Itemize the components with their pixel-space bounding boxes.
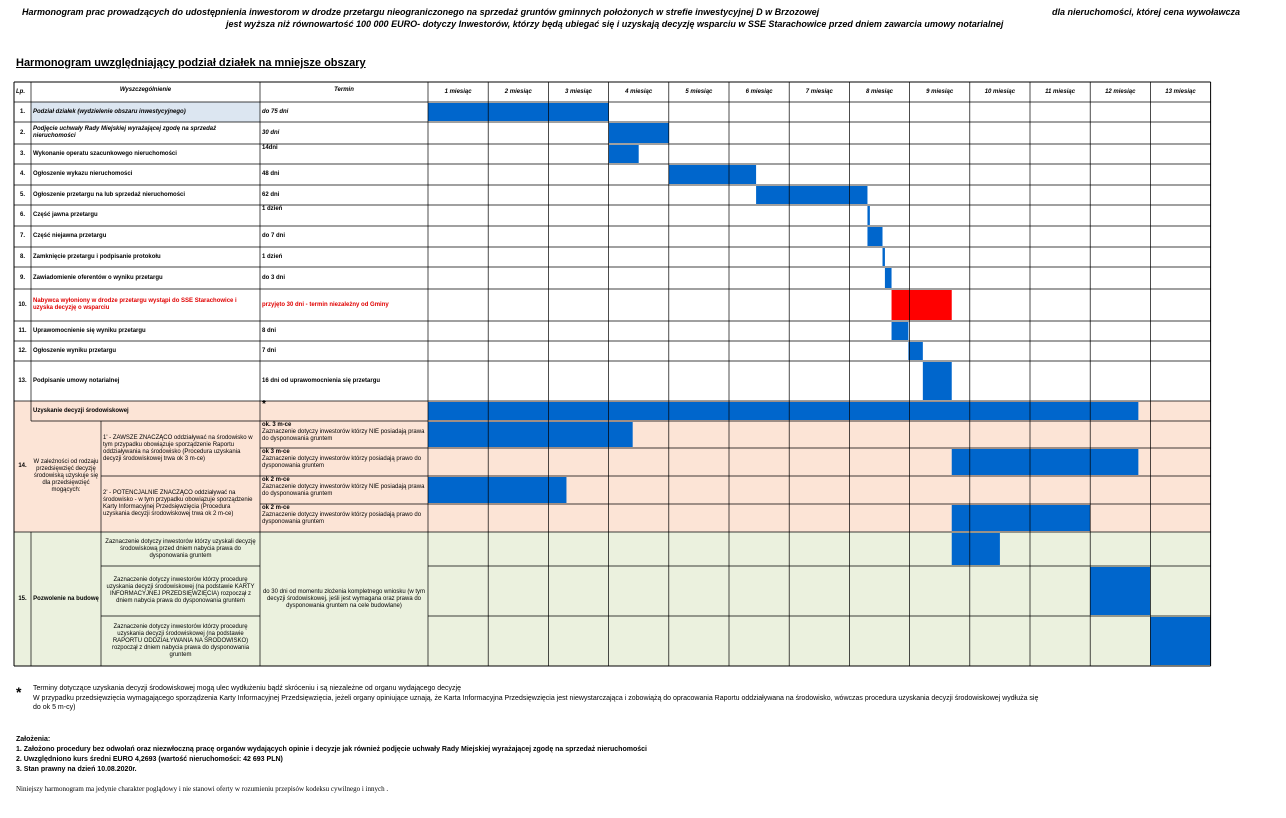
row-15-sub-2: Zaznaczenie dotyczy inwestorów którzy procedurę uzyskania decyzji środowiskowej (na podstawie KARTY INFORMACYJNEJ PRZEDSIĘWZIĘCIA) rozpoczął z dniem nabycia prawa do dysponowania gruntem — [106, 577, 255, 604]
assumptions-title: Założenia: — [16, 736, 51, 743]
row-14-term-note-2: Zaznaczenie dotyczy inwestorów którzy posiadają prawo do dysponowania gruntem — [262, 456, 422, 469]
footnote-star: * — [16, 684, 22, 700]
month-header-4: 4 miesiąc — [625, 89, 653, 95]
row-15-lp: 15. — [18, 595, 27, 602]
row-4-lp: 4. — [19, 171, 25, 177]
month-header-11: 11 miesiąc — [1045, 89, 1076, 95]
row-13-task: Podpisanie umowy notarialnej — [33, 377, 120, 384]
row-9-task: Zawiadomienie oferentów o wyniku przetargu — [33, 274, 163, 281]
month-header-9: 9 miesiąc — [926, 89, 954, 95]
row-14-left-text: W zależności od rodzaju przedsięwzięć decyzję środowiską uzyskuje się dla przedsięwzięć mogących: — [33, 459, 99, 493]
column-header-task: Wyszczególnienie — [119, 87, 172, 93]
gantt-bar-1 — [428, 103, 609, 121]
header-line-2: jest wyższa niż równowartość 100 000 EURO- dotyczy Inwestorów, którzy będą ubiegać się i uzyskają decyzję wsparciu w SSE Starachowice przed dniem zawarcia umowy notarialnej — [226, 19, 1004, 29]
gantt-bar-12 — [908, 342, 922, 360]
row-3-term: 14dni — [262, 145, 278, 151]
row-14-term-4: ok 2 m-ce — [262, 505, 290, 511]
column-header-lp: Lp. — [16, 89, 25, 95]
subtitle: Harmonogram uwzględniający podział działek na mniejsze obszary — [16, 57, 366, 69]
row-12-task: Ogłoszenie wyniku przetargu — [33, 347, 117, 354]
gantt-bar-8 — [883, 248, 885, 266]
gantt-bar-15a — [952, 533, 1000, 565]
month-header-8: 8 miesiąc — [865, 89, 893, 95]
row-8-task: Zamknięcie przetargu i podpisanie protokołu — [33, 253, 161, 260]
row-1-lp: 1. — [19, 108, 25, 115]
row-15-sub-3: Zaznaczenie dotyczy inwestorów którzy procedurę uzyskania decyzji środowiskowej (na podstawie RAPORTU ODDZIAŁYWANIA NA ŚRODOWISKO) rozpoczął z dniem nabycia prawa do dysponowania gruntem — [111, 623, 250, 658]
row-13-lp: 13. — [18, 377, 27, 384]
row-9-term: do 3 dni — [262, 274, 285, 281]
gantt-bar-6 — [867, 206, 869, 225]
row-1-term: do 75 dni — [262, 108, 289, 115]
row-10-task: Nabywca wyłoniony w drodze przetargu wystąpi do SSE Starachowice i uzyska decyzję o wsparciu — [33, 298, 237, 311]
row-11-term: 8 dni — [262, 327, 277, 334]
row-15-term: do 30 dni od momentu złożenia kompletnego wniosku (w tym decyzji środowiskowej, jeśli jest wymagana oraz prawa do dysponowania gruntem na cele budowlane) — [262, 588, 426, 609]
row-1-task: Podział działek (wydzielenie obszaru inwestycyjnego) — [33, 108, 186, 115]
row-14-lp: 14. — [18, 463, 27, 469]
row-11-task: Uprawomocnienie się wyniku przetargu — [33, 327, 146, 334]
row-14-term-note-4: Zaznaczenie dotyczy inwestorów którzy posiadają prawo do dysponowania gruntem — [262, 512, 422, 525]
row-12-term: 7 dni — [262, 347, 277, 354]
month-header-2: 2 miesiąc — [504, 89, 532, 95]
row-14-heading: Uzyskanie decyzji środowiskowej — [33, 407, 129, 414]
month-header-1: 1 miesiąc — [444, 89, 472, 95]
gantt-bar-3 — [609, 145, 639, 163]
row-7-task: Część niejawna przetargu — [33, 233, 107, 239]
row-2-term: 30 dni — [262, 129, 280, 136]
row-8-lp: 8. — [19, 253, 25, 260]
gantt-bar-15c — [1150, 617, 1210, 665]
gantt-bar-14h — [428, 402, 1138, 420]
gantt-bar-14b — [952, 449, 1139, 475]
month-header-13: 13 miesiąc — [1165, 89, 1196, 95]
row-2-lp: 2. — [19, 129, 25, 136]
gantt-bar-14a — [428, 422, 633, 447]
month-header-5: 5 miesiąc — [685, 89, 713, 95]
row-6-task: Część jawna przetargu — [33, 212, 98, 218]
row-15-sub-1: Zaznaczenie dotyczy inwestorów którzy uzyskali decyzję środowiskową przed dniem nabycia prawa do dysponowania gruntem — [105, 538, 256, 559]
gantt-bar-2 — [609, 123, 669, 143]
row-6-lp: 6. — [19, 212, 25, 218]
row-14-term-3: ok 2 m-ce — [262, 477, 290, 483]
footnote-line-3: do ok 5 m-cy) — [33, 704, 76, 711]
month-header-6: 6 miesiąc — [745, 89, 773, 95]
gantt-bar-14c — [428, 477, 566, 503]
gantt-bar-5 — [756, 186, 867, 204]
row-8-term: 1 dzień — [262, 253, 283, 260]
row-7-lp: 7. — [19, 233, 25, 239]
row-7-term: do 7 dni — [262, 233, 285, 239]
header-line-1: Harmonogram prac prowadzących do udostępnienia inwestorom w drodze przetargu nieograniczonego na sprzedaż gruntów gminnych położonych w strefie inwestycyjnej D w Brzozowej — [22, 7, 820, 17]
gantt-bar-9 — [885, 268, 892, 288]
row-10-lp: 10. — [18, 301, 27, 308]
row-14-term-1: ok. 3 m-ce — [262, 422, 292, 428]
month-header-10: 10 miesiąc — [984, 89, 1016, 95]
row-15-left-text: Pozwolenie na budowę — [33, 595, 99, 602]
header-line-1-end: dla nieruchomości, której cena wywoławcza — [1052, 7, 1241, 17]
row-12-lp: 12. — [18, 347, 27, 354]
row-14-option-2: 2' - POTENCJALNIE ZNACZĄCO oddziaływać na środowisko - w tym przypadku obowiązuje sporządzenie Karty Informacyjnej Przedsięwzięcia (Procedura uzyskania decyzji środowiskowej trwa ok 2 m-ce) — [103, 490, 253, 517]
gantt-bar-10 — [892, 290, 952, 320]
row-9-lp: 9. — [19, 274, 25, 281]
gantt-bar-7 — [867, 227, 882, 246]
column-header-term: Termin — [334, 87, 354, 93]
gantt-bar-15b — [1090, 567, 1150, 615]
row-4-task: Ogłoszenie wykazu nieruchomości — [33, 171, 133, 177]
row-14-term-note-3: Zaznaczenie dotyczy inwestorów którzy NIE posiadają prawa do dysponowania gruntem — [262, 484, 425, 497]
month-header-7: 7 miesiąc — [805, 89, 833, 95]
month-header-3: 3 miesiąc — [564, 89, 592, 95]
assumption-3: 3. Stan prawny na dzień 10.08.2020r. — [16, 766, 137, 773]
gantt-bar-4 — [669, 165, 756, 184]
gantt-bar-13 — [923, 362, 952, 400]
row-11-lp: 11. — [18, 327, 27, 334]
disclaimer: Niniejszy harmonogram ma jedynie charakter poglądowy i nie stanowi oferty w rozumieniu przepisów kodeksu cywilnego i innych . — [16, 785, 389, 793]
footnote-line-2: W przypadku przedsięwzięcia wymagającego sporządzenia Karty Informacyjnej Przedsięwzięcia, jeżeli organy opiniujące uznają, że Karta Informacyjna Przedsięwzięcia jest niewystarczająca i zobowiążą do opracowania Raportu oddziaływana na środowisko, wówczas procedura uzyskania decyzji środowiskowej wydłuża się — [33, 695, 1039, 702]
assumption-1: 1. Założono procedury bez odwołań oraz niezwłoczną pracę organów wydających opinie i decyzje jak również podjęcie uchwały Rady Miejskiej wyrażającej zgodę na sprzedaż nieruchomości — [16, 746, 647, 753]
assumption-2: 2. Uwzględniono kurs średni EURO 4,2693 (wartość nieruchomości: 42 693 PLN) — [16, 756, 283, 763]
row-14-term-2: ok 3 m-ce — [262, 449, 290, 455]
row-4-term: 48 dni — [262, 171, 280, 177]
month-header-12: 12 miesiąc — [1105, 89, 1136, 95]
row-13-term: 16 dni od uprawomocnienia się przetargu — [262, 377, 381, 384]
row-14-option-1: 1' - ZAWSZE ZNACZĄCO oddziaływać na środowisko w tym przypadku obowiązuje sporządzenie Raportu oddziaływania na środowisko (Procedura uzyskania decyzji środowiskowej trwa ok 3 m-ce) — [103, 434, 253, 462]
row-5-term: 62 dni — [262, 191, 280, 198]
gantt-bar-11 — [892, 322, 909, 340]
gantt-bar-14d — [952, 505, 1090, 531]
row-2-task: Podjęcie uchwały Rady Miejskiej wyrażającej zgodę na sprzedaż nieruchomości — [33, 126, 217, 139]
row-14-term-note-1: Zaznaczenie dotyczy inwestorów którzy NIE posiadają prawa do dysponowania gruntem — [262, 429, 425, 442]
footnote-line-1: Terminy dotyczące uzyskania decyzji środowiskowej mogą ulec wydłużeniu bądź skróceniu i są niezależne od organu wydającego decyzję — [33, 685, 462, 692]
row-3-task: Wykonanie operatu szacunkowego nieruchomości — [33, 150, 177, 157]
row-5-lp: 5. — [19, 191, 25, 198]
row-5-task: Ogłoszenie przetargu na lub sprzedaż nieruchomości — [33, 191, 186, 198]
row-10-term: przyjęto 30 dni - termin niezależny od Gminy — [262, 301, 389, 308]
row-14-term-star: * — [262, 400, 266, 410]
row-3-lp: 3. — [19, 150, 25, 157]
row-6-term: 1 dzień — [262, 206, 283, 212]
